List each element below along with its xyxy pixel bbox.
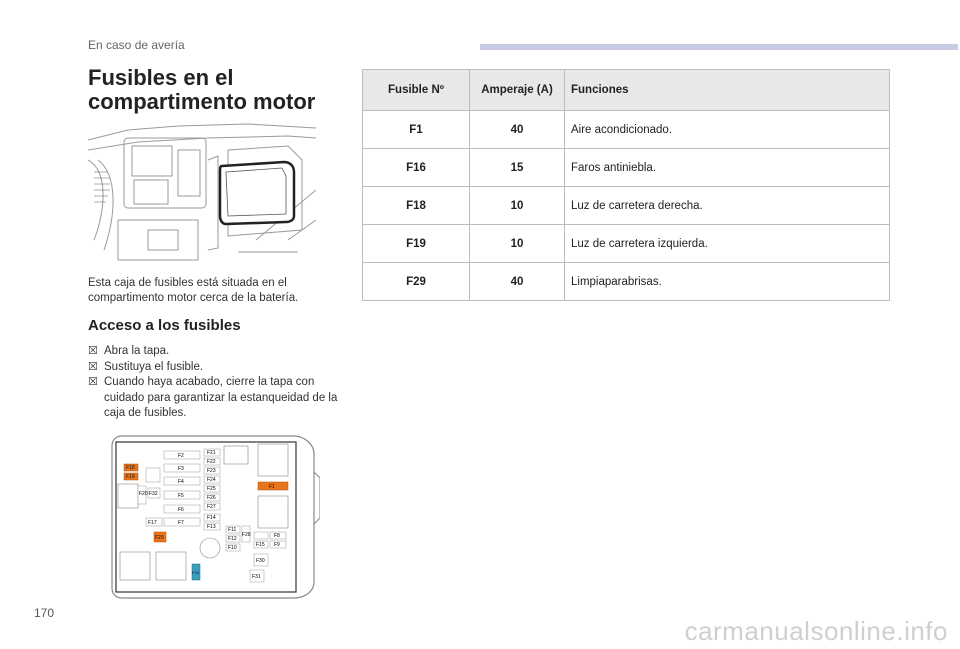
fuse-label: F23 [207, 468, 216, 474]
fuse-table [362, 69, 890, 301]
section-header: En caso de avería [88, 38, 185, 52]
header-accent-bar [480, 44, 958, 50]
fuse-label: F27 [207, 504, 216, 510]
table-row [363, 111, 890, 149]
fuse-label: F13 [207, 524, 216, 530]
fuse-label: F17 [148, 520, 157, 526]
fuse-label: F3 [178, 466, 184, 472]
fuse-label: F30 [256, 558, 265, 564]
svg-text:F29: F29 [155, 535, 164, 541]
engine-bay-illustration [88, 120, 316, 270]
table-row [363, 187, 890, 225]
svg-text:F16: F16 [192, 570, 199, 575]
highlighted-fuse-f18 [124, 464, 138, 471]
svg-text:F19: F19 [126, 474, 135, 480]
fuse-box-diagram [108, 432, 320, 600]
table-row [363, 149, 890, 187]
fuse-label: F21 [207, 450, 216, 456]
highlighted-fuse-f29 [154, 532, 166, 542]
fuse-label: F7 [178, 520, 184, 526]
fuse-box-location-text: Esta caja de fusibles está situada en el compartimento motor cerca de la batería. [88, 277, 299, 304]
access-steps [88, 344, 348, 422]
fuse-label: F32 [149, 491, 158, 497]
fuse-label: F6 [178, 507, 184, 513]
fuse-amperage: 15 [470, 149, 565, 187]
table-row [363, 225, 890, 263]
fuse-amperage: 40 [470, 263, 565, 301]
fuse-number: F18 [363, 187, 470, 225]
step-item: ☒ Cuando haya acabado, cierre la tapa con cuidado para garantizar la estanqueidad de la caja de fusibles. [88, 376, 338, 419]
fuse-number: F16 [363, 149, 470, 187]
table-header-row [363, 70, 890, 111]
fuse-label: F11 [228, 527, 237, 533]
fuse-function: Aire acondicionado. [565, 111, 890, 149]
fuse-label: F14 [207, 515, 216, 521]
highlighted-fuse-f1 [258, 482, 288, 490]
fuse-label: F4 [178, 479, 184, 485]
fuse-amperage: 10 [470, 187, 565, 225]
table-row [363, 263, 890, 301]
fuse-function: Limpiaparabrisas. [565, 263, 890, 301]
arrow-bullet-icon: ☒ [88, 360, 98, 373]
watermark: carmanualsonline.info [684, 616, 948, 646]
column-header-functions: Funciones [565, 70, 890, 111]
fuse-amperage: 10 [470, 225, 565, 263]
fuse-label: F2 [178, 453, 184, 459]
arrow-bullet-icon: ☒ [88, 345, 98, 357]
arrow-bullet-icon: ☒ [88, 376, 98, 388]
fuse-label: F22 [207, 459, 216, 465]
fuse-label: F8 [274, 533, 280, 539]
fuse-function: Luz de carretera derecha. [565, 187, 890, 225]
highlighted-fuse-f19 [124, 473, 138, 480]
page-number: 170 [34, 606, 55, 620]
fuse-number: F19 [363, 225, 470, 263]
svg-text:F18: F18 [126, 465, 135, 471]
fuse-function: Faros antiniebla. [565, 149, 890, 187]
fuse-label: F15 [256, 542, 265, 548]
column-header-fuse: Fusible Nº [363, 70, 470, 111]
fuse-label: F31 [252, 574, 261, 580]
fuse-label: F12 [228, 536, 237, 542]
fuse-label: F25 [207, 486, 216, 492]
access-heading: Acceso a los fusibles [88, 317, 241, 334]
fuse-amperage: 40 [470, 111, 565, 149]
step-item: ☒ Sustituya el fusible. [88, 360, 348, 376]
fuse-label: F10 [228, 545, 237, 551]
page-title: Fusibles en el compartimento motor [88, 65, 316, 114]
fuse-label: F28 [242, 532, 251, 538]
step-item: ☒ Abra la tapa. [88, 344, 348, 360]
highlighted-fuse-f16 [192, 564, 200, 580]
svg-text:F1: F1 [269, 484, 275, 490]
fuse-label: F24 [207, 477, 216, 483]
fuse-number: F1 [363, 111, 470, 149]
column-header-amperage: Amperaje (A) [470, 70, 565, 111]
fuse-label: F20 [139, 491, 148, 497]
fuse-label: F5 [178, 493, 184, 499]
fuse-label: F9 [274, 542, 280, 548]
fuse-function: Luz de carretera izquierda. [565, 225, 890, 263]
fuse-label: F26 [207, 495, 216, 501]
fuse-number: F29 [363, 263, 470, 301]
fuse-box-cover [220, 162, 294, 224]
